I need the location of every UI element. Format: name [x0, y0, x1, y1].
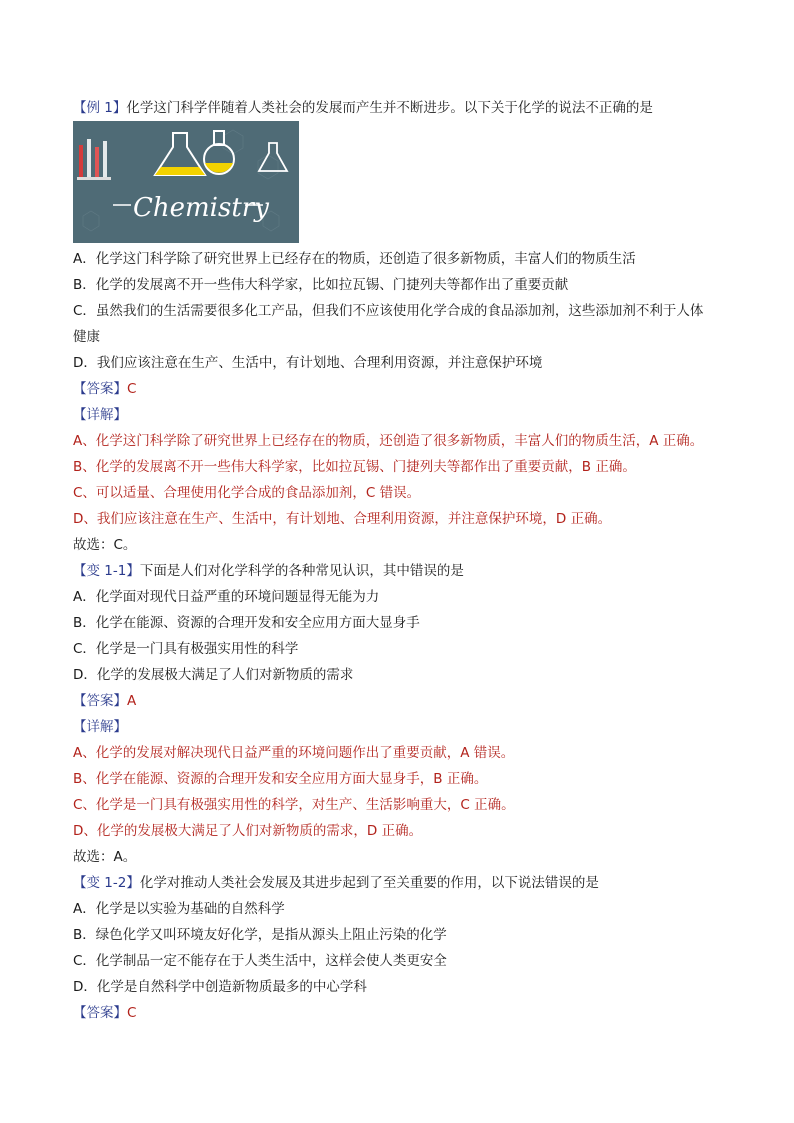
q1-answer-line	[73, 379, 136, 399]
q2-answer: A	[127, 693, 137, 709]
q1-option-d: D．我们应该注意在生产、生活中，有计划地、合理利用资源，并注意保护环境	[73, 355, 543, 371]
q1-option-b: B．化学的发展离不开一些伟大科学家，比如拉瓦锡、门捷列夫等都作出了重要贡献	[73, 277, 569, 293]
q3-option-c: C．化学制品一定不能存在于人类生活中，这样会使人类更安全	[73, 953, 447, 969]
chemistry-illustration-icon	[73, 121, 299, 243]
q1-option-c: C．虽然我们的生活需要很多化工产品，但我们不应该使用化学合成的食品添加剂，这些添加剂不利于人体	[73, 303, 704, 319]
q2-stem: 下面是人们对化学科学的各种常见认识，其中错误的是	[139, 563, 464, 579]
q3-option-a: A．化学是以实验为基础的自然科学	[73, 901, 285, 917]
q2-answer-line	[73, 691, 136, 711]
q1-detail-b: B、化学的发展离不开一些伟大科学家，比如拉瓦锡、门捷列夫等都作出了重要贡献，B 正确。	[73, 459, 636, 475]
q1-stem-line	[73, 98, 653, 118]
q1-detail-d: D、我们应该注意在生产、生活中，有计划地、合理利用资源，并注意保护环境，D 正确。	[73, 511, 612, 527]
q2-option-b: B．化学在能源、资源的合理开发和安全应用方面大显身手	[73, 615, 420, 631]
q1-answer: C	[127, 381, 137, 397]
q3-stem: 化学对推动人类社会发展及其进步起到了至关重要的作用，以下说法错误的是	[139, 875, 599, 891]
q3-answer-tag: 【答案】	[73, 1005, 127, 1021]
q2-answer-tag: 【答案】	[73, 693, 127, 709]
q3-answer: C	[127, 1005, 137, 1021]
q2-stem-line	[73, 561, 464, 581]
q1-conclusion: 故选：C。	[73, 537, 137, 553]
q2-option-c: C．化学是一门具有极强实用性的科学	[73, 641, 299, 657]
q3-option-d: D．化学是自然科学中创造新物质最多的中心学科	[73, 979, 367, 995]
q2-detail-a: A、化学的发展对解决现代日益严重的环境问题作出了重要贡献，A 错误。	[73, 745, 515, 761]
q2-conclusion: 故选：A。	[73, 849, 137, 865]
q3-option-b: B．绿色化学又叫环境友好化学，是指从源头上阻止污染的化学	[73, 927, 447, 943]
q2-detail-b: B、化学在能源、资源的合理开发和安全应用方面大显身手，B 正确。	[73, 771, 488, 787]
q1-detail-a: A、化学这门科学除了研究世界上已经存在的物质，还创造了很多新物质，丰富人们的物质生活，A 正确。	[73, 433, 704, 449]
q1-tag: 【例 1】	[73, 100, 127, 116]
q2-tag: 【变 1-1】	[73, 563, 140, 579]
chemistry-image	[73, 121, 299, 243]
q2-option-d: D．化学的发展极大满足了人们对新物质的需求	[73, 667, 354, 683]
q1-option-a: A．化学这门科学除了研究世界上已经存在的物质，还创造了很多新物质，丰富人们的物质生活	[73, 251, 636, 267]
q3-stem-line	[73, 873, 599, 893]
q2-detail-tag: 【详解】	[73, 719, 127, 735]
q1-stem: 化学这门科学伴随着人类社会的发展而产生并不断进步。以下关于化学的说法不正确的是	[126, 100, 653, 116]
q1-option-c-cont: 健康	[73, 329, 100, 345]
q3-tag: 【变 1-2】	[73, 875, 140, 891]
q3-answer-line	[73, 1003, 136, 1023]
q2-detail-d: D、化学的发展极大满足了人们对新物质的需求，D 正确。	[73, 823, 423, 839]
q2-option-a: A．化学面对现代日益严重的环境问题显得无能为力	[73, 589, 380, 605]
q1-detail-tag: 【详解】	[73, 407, 127, 423]
q1-detail-c: C、可以适量、合理使用化学合成的食品添加剂，C 错误。	[73, 485, 421, 501]
q1-answer-tag: 【答案】	[73, 381, 127, 397]
q2-detail-c: C、化学是一门具有极强实用性的科学，对生产、生活影响重大，C 正确。	[73, 797, 515, 813]
chemistry-image-text: Chemistry	[133, 193, 269, 223]
